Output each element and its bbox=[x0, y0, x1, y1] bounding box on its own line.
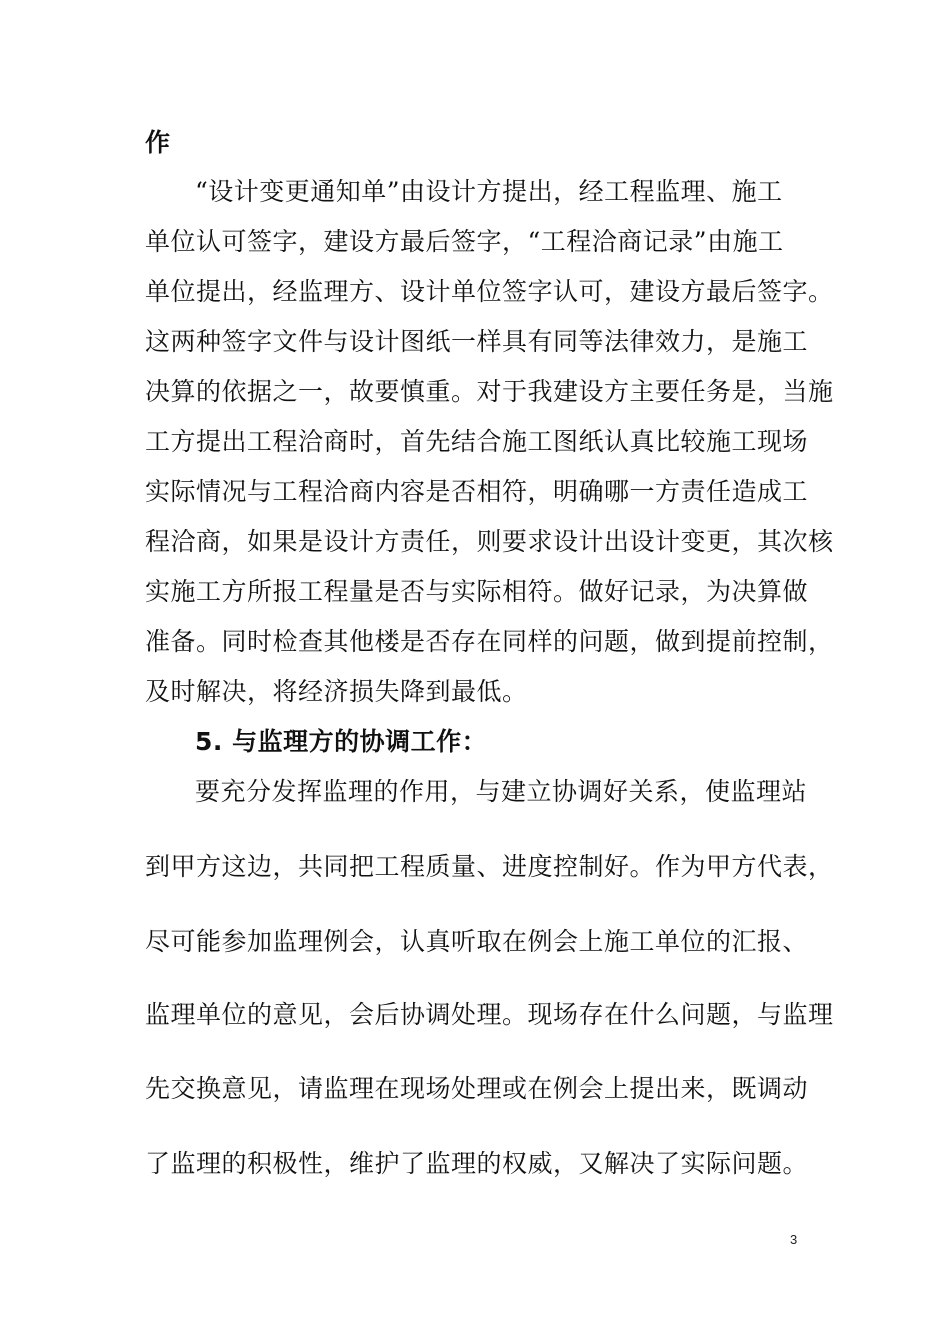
paragraph-line: 单位认可签字，建设方最后签字，“工程洽商记录”由施工 bbox=[145, 227, 784, 256]
section-heading: 5. 与监理方的协调工作： bbox=[195, 727, 488, 756]
carryover-heading: 作 bbox=[145, 128, 171, 157]
paragraph-line: 先交换意见，请监理在现场处理或在例会上提出来，既调动 bbox=[145, 1074, 809, 1103]
paragraph-line: 要充分发挥监理的作用，与建立协调好关系，使监理站 bbox=[195, 777, 808, 806]
paragraph-line: “设计变更通知单”由设计方提出，经工程监理、施工 bbox=[195, 177, 783, 206]
paragraph-line: 决算的依据之一，故要慎重。对于我建设方主要任务是，当施 bbox=[145, 377, 834, 406]
paragraph-line: 单位提出，经监理方、设计单位签字认可，建设方最后签字。 bbox=[145, 277, 834, 306]
page-number: 3 bbox=[790, 1232, 798, 1247]
paragraph-line: 尽可能参加监理例会，认真听取在例会上施工单位的汇报、 bbox=[145, 927, 809, 956]
paragraph-line: 及时解决，将经济损失降到最低。 bbox=[145, 677, 528, 706]
paragraph-line: 工方提出工程洽商时，首先结合施工图纸认真比较施工现场 bbox=[145, 427, 809, 456]
paragraph-line: 程洽商，如果是设计方责任，则要求设计出设计变更，其次核 bbox=[145, 527, 834, 556]
paragraph-line: 准备。同时检查其他楼是否存在同样的问题，做到提前控制， bbox=[145, 627, 834, 656]
paragraph-line: 了监理的积极性，维护了监理的权威，又解决了实际问题。 bbox=[145, 1149, 809, 1178]
paragraph-line: 监理单位的意见，会后协调处理。现场存在什么问题，与监理 bbox=[145, 1000, 834, 1029]
paragraph-line: 实施工方所报工程量是否与实际相符。做好记录，为决算做 bbox=[145, 577, 809, 606]
paragraph-line: 到甲方这边，共同把工程质量、进度控制好。作为甲方代表， bbox=[145, 852, 834, 881]
paragraph-line: 这两种签字文件与设计图纸一样具有同等法律效力，是施工 bbox=[145, 327, 809, 356]
paragraph-line: 实际情况与工程洽商内容是否相符，明确哪一方责任造成工 bbox=[145, 477, 809, 506]
